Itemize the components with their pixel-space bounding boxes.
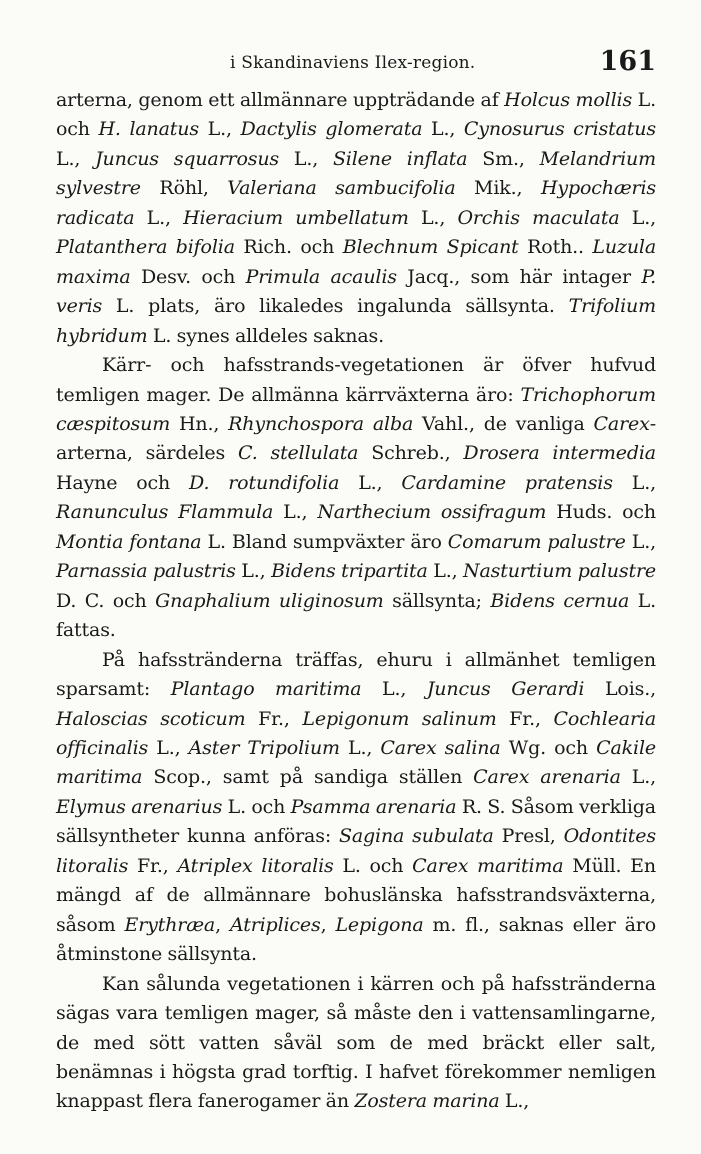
paragraph xyxy=(56,646,656,970)
text-run: Mik., xyxy=(455,177,541,200)
species-name: Cynosurus cristatus xyxy=(463,118,656,141)
text-run: L., xyxy=(339,736,381,759)
text-run: arterna, genom ett allmännare uppträdande af xyxy=(56,89,505,111)
text-run: Huds. och xyxy=(546,501,656,524)
text-run: Kan sålunda vegetationen i kärren och på hafsstränderna sägas vara temligen mager, så måste den i vattensamlingarne, de med sött vatten såväl som de med bräckt eller salt, benämnas i högsta grad torftig. I hafvet förekommer nemligen knappast flera fanerogamer än xyxy=(56,972,656,1113)
species-name: Bidens cernua xyxy=(490,589,630,612)
text-run: Presl, xyxy=(493,825,564,848)
paragraph xyxy=(56,351,656,646)
species-name: Psamma arenaria xyxy=(290,795,457,818)
species-name: Melandrium sylvestre xyxy=(56,147,656,200)
text-run: L. synes alldeles saknas. xyxy=(147,324,385,347)
species-name: Carex maritima xyxy=(412,854,564,877)
text-run: L., xyxy=(620,766,656,789)
species-name: Juncus Gerardi xyxy=(426,678,585,701)
text-run: L., xyxy=(427,560,464,583)
species-name: Ranunculus Flammula xyxy=(56,501,274,524)
species-name: Parnassia palustris xyxy=(56,560,236,583)
text-run: D. C. och xyxy=(56,589,156,612)
text-run: L., xyxy=(339,471,402,494)
text-run: Fr., xyxy=(496,707,554,730)
text-run: Vahl., de vanliga xyxy=(413,412,594,435)
page-header xyxy=(56,46,656,79)
species-name: Hieracium umbellatum xyxy=(183,206,409,229)
species-name: Aster Tripolium xyxy=(188,736,340,759)
species-name: D. rotundifolia xyxy=(189,471,340,494)
species-name: Cochlearia officinalis xyxy=(56,707,657,759)
text-run: Desv. och xyxy=(130,265,246,288)
species-name: P. veris xyxy=(56,265,656,318)
species-name: Lepigonum salinum xyxy=(302,707,497,730)
text-run: Jacq., som här intager xyxy=(396,265,642,288)
body-text xyxy=(56,86,656,1117)
text-run: L., xyxy=(408,206,458,229)
species-name: Luzula maxima xyxy=(56,236,657,288)
page-number: 161 xyxy=(599,46,656,77)
species-name: Carex xyxy=(593,412,650,435)
text-run: Fr., xyxy=(245,707,303,730)
species-name: Odontites litoralis xyxy=(56,825,656,877)
text-run: L., xyxy=(361,678,427,701)
species-name: Rhynchospora alba xyxy=(228,412,414,435)
species-name: Valeriana sambucifolia xyxy=(227,177,456,200)
species-name: Atriplices xyxy=(229,913,321,936)
text-run: Müll. En mängd af de allmännare bohuslänska hafsstrandsväxterna, såsom xyxy=(56,854,656,936)
species-name: Blechnum Spicant xyxy=(342,236,519,259)
text-run: L. och xyxy=(333,854,413,877)
text-run: Kärr- och hafsstrands-vegetationen är öfver hufvud temligen mager. De allmänna kärrväxterna äro: xyxy=(56,354,656,406)
species-name: Primula acaulis xyxy=(245,265,397,288)
species-name: Holcus mollis xyxy=(504,89,633,111)
text-run: sällsynta; xyxy=(383,589,491,612)
text-run: L. fattas. xyxy=(56,589,657,642)
text-run: Scop., samt på sandiga ställen xyxy=(142,766,474,789)
text-run: L. Bland sumpväxter äro xyxy=(201,530,448,553)
text-run: L., xyxy=(612,471,656,494)
species-name: Platanthera bifolia xyxy=(56,236,235,259)
species-name: Cakile maritima xyxy=(56,736,656,789)
text-run: -arterna, särdeles xyxy=(56,412,656,465)
text-run: L., xyxy=(273,501,318,524)
species-name: Carex salina xyxy=(380,736,501,759)
text-run: Schreb., xyxy=(358,442,464,465)
text-run: Hayne och xyxy=(56,471,190,494)
text-run: L., xyxy=(619,206,656,229)
text-run: L., xyxy=(279,147,333,170)
text-run: Fr., xyxy=(128,854,178,877)
text-run: Röhl, xyxy=(140,177,228,200)
text-run: L., xyxy=(134,206,184,229)
species-name: Haloscias scoticum xyxy=(56,707,246,730)
species-name: Lepigona xyxy=(335,913,424,936)
text-run: L., xyxy=(198,118,241,141)
text-run: L., xyxy=(235,560,272,583)
text-run: L. plats, äro likaledes ingalunda sällsynta. xyxy=(102,295,569,318)
paragraph xyxy=(56,86,656,351)
species-name: Gnaphalium uliginosum xyxy=(155,589,384,612)
species-name: Nasturtium palustre xyxy=(463,560,657,583)
species-name: Drosera intermedia xyxy=(463,442,656,465)
species-name: Dactylis glomerata xyxy=(240,118,423,141)
text-run: R. S. Såsom verkliga sällsyntheter kunna anföras: xyxy=(56,795,656,848)
species-name: C. stellulata xyxy=(237,442,359,465)
species-name: Hypochæris radicata xyxy=(56,177,656,229)
species-name: Narthecium ossifragum xyxy=(317,501,547,524)
text-run: L., xyxy=(148,736,189,759)
text-run: Rich. och xyxy=(234,236,343,259)
species-name: Atriplex litoralis xyxy=(177,854,334,877)
species-name: Carex arenaria xyxy=(473,766,621,789)
species-name: Plantago maritima xyxy=(170,678,362,701)
species-name: Trichophorum cæspitosum xyxy=(56,383,656,435)
species-name: Sagina subulata xyxy=(338,825,494,848)
text-run: Hn., xyxy=(170,412,229,435)
species-name: Trifolium hybridum xyxy=(56,295,656,347)
text-run: På hafsstränderna träffas, ehuru i allmänhet temligen sparsamt: xyxy=(56,648,656,701)
species-name: Juncus squarrosus xyxy=(95,147,280,170)
text-run: , xyxy=(215,913,230,936)
running-head: i Skandinaviens Ilex-region. xyxy=(230,53,476,73)
text-run: m. fl., saknas eller äro åtminstone sällsynta. xyxy=(56,913,656,966)
species-name: Bidens tripartita xyxy=(271,560,428,583)
species-name: Montia fontana xyxy=(56,530,202,553)
text-run: L. och xyxy=(222,795,291,818)
species-name: Cardamine pratensis xyxy=(401,471,613,494)
species-name: Orchis maculata xyxy=(457,206,620,229)
text-run: L., xyxy=(422,118,464,141)
text-run: , xyxy=(320,913,336,936)
species-name: Zostera marina xyxy=(354,1090,500,1113)
species-name: Erythræa xyxy=(124,913,216,936)
species-name: Silene inflata xyxy=(332,147,468,170)
species-name: H. lanatus xyxy=(98,118,199,141)
text-run: Roth.. xyxy=(518,236,593,259)
text-run: L. och xyxy=(56,89,656,141)
text-run: L., xyxy=(499,1090,530,1113)
species-name: Elymus arenarius xyxy=(56,795,223,818)
species-name: Comarum palustre xyxy=(447,530,626,553)
text-run: L., xyxy=(56,147,96,170)
text-run: L., xyxy=(625,530,656,553)
text-run: Lois., xyxy=(584,678,657,701)
text-run: Wg. och xyxy=(500,736,597,759)
text-run: Sm., xyxy=(467,147,540,170)
paragraph xyxy=(56,970,656,1117)
